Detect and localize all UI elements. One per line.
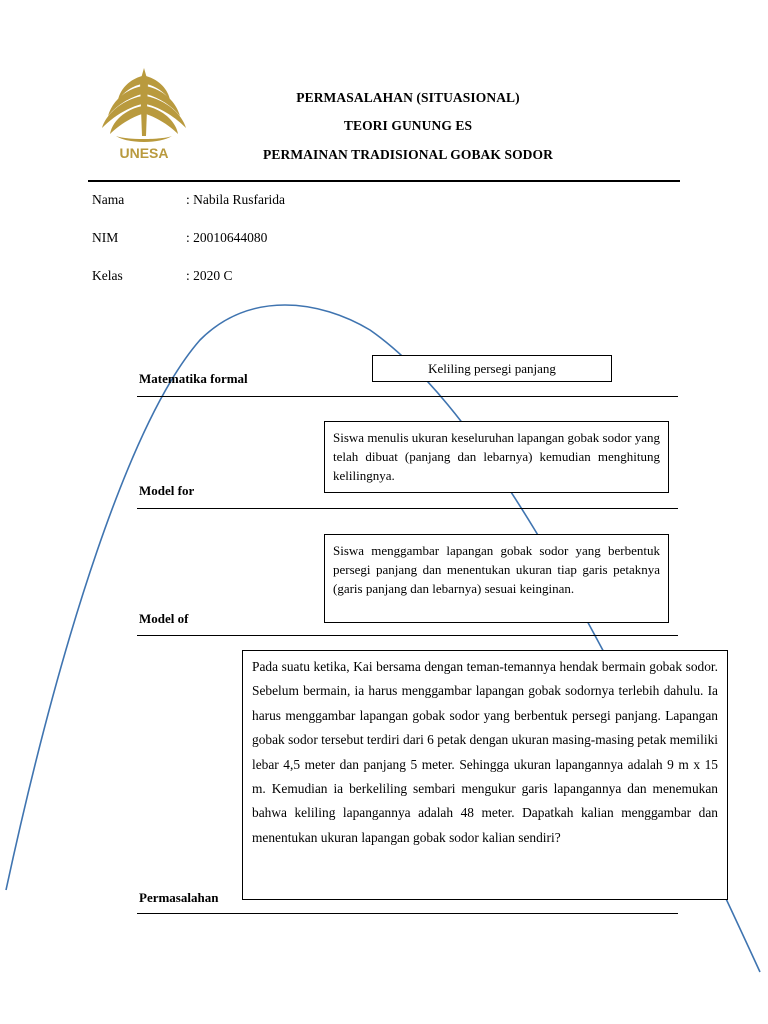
divider-matematika-formal <box>137 396 678 397</box>
label-permasalahan: Permasalahan <box>139 890 219 905</box>
logo-text: UNESA <box>119 145 169 161</box>
box-matematika-formal-text: Keliling persegi panjang <box>428 361 556 376</box>
info-value-kelas: : 2020 C <box>186 268 233 283</box>
divider-model-of <box>137 635 678 636</box>
box-permasalahan <box>242 650 728 900</box>
info-value-nama: : Nabila Rusfarida <box>186 192 285 207</box>
label-model-for: Model for <box>139 483 195 498</box>
label-matematika-formal: Matematika formal <box>139 371 248 386</box>
divider-model-for <box>137 508 678 509</box>
box-model-of-text: Siswa menggambar lapangan gobak sodor yang berbentuk persegi panjang dan menentukan ukuran tiap garis petaknya (garis panjang dan lebarnya) sesuai keinginan. <box>333 543 660 596</box>
label-model-of: Model of <box>139 611 189 626</box>
title-line-1: PERMASALAHAN (SITUASIONAL) <box>296 90 520 105</box>
divider-permasalahan <box>137 913 678 914</box>
info-value-nim: : 20010644080 <box>186 230 268 245</box>
info-label-kelas: Kelas <box>92 268 123 283</box>
info-label-nama: Nama <box>92 192 125 207</box>
box-model-for <box>324 421 669 493</box>
box-model-of <box>324 534 669 623</box>
box-permasalahan-text: Pada suatu ketika, Kai bersama dengan teman-temannya hendak bermain gobak sodor. Sebelum bermain, ia harus menggambar lapangan gobak sodornya terlebih dahulu. Ia harus menggambar lapangan gobak sodor yang berbentuk persegi panjang. Lapangan gobak sodor tersebut terdiri dari 6 petak dengan ukuran masing-masing petak memiliki lebar 4,5 meter dan panjang 5 meter. Sehingga ukuran lapangannya adalah 9 m x 15 m. Kemudian ia berkeliling sembari mengukur garis lapangannya dan menemukan bahwa keliling lapangannya adalah 48 meter. Dapatkah kalian menggambar dan menentukan ukuran lapangan gobak sodor kalian sendiri? <box>252 659 718 845</box>
box-matematika-formal <box>372 355 612 382</box>
info-label-nim: NIM <box>92 230 119 245</box>
title-line-3: PERMAINAN TRADISIONAL GOBAK SODOR <box>263 147 553 162</box>
header-divider <box>88 180 680 182</box>
title-line-2: TEORI GUNUNG ES <box>343 118 473 133</box>
box-model-for-text: Siswa menulis ukuran keseluruhan lapangan gobak sodor yang telah dibuat (panjang dan lebarnya) kemudian menghitung kelilingnya. <box>333 430 660 483</box>
